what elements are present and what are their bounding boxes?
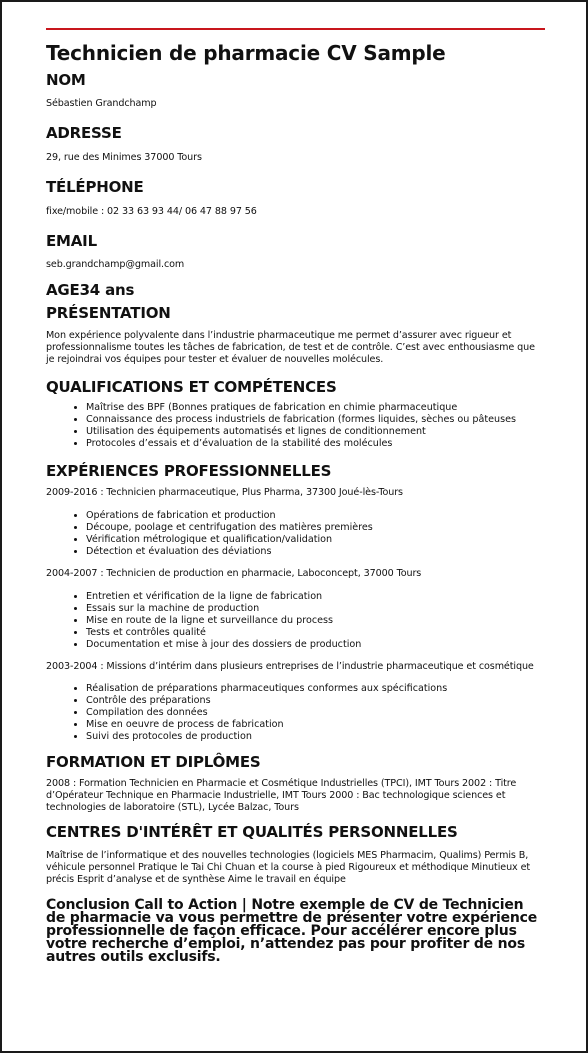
list-item: • Essais sur la machine de production [86,603,546,615]
presentation-heading: PRÉSENTATION [46,304,171,322]
list-item: • Protocoles d’essais et d’évaluation de la stabilité des molécules [86,438,546,450]
interets-heading: CENTRES D'INTÉRÊT ET QUALITÉS PERSONNELLES [46,823,458,841]
interets-text: Maîtrise de l’informatique et des nouvelles technologies (logiciels MES Pharmacim, Qualims) Permis B, véhicule personnel Pratique le Tai Chi Chuan et la course à pied Rigoureux et méthodique Minutieux et précis Esprit d’analyse et de synthèse Aime le travail en équipe [46,850,531,885]
list-item: • Compilation des données [86,707,546,719]
age-heading: AGE34 ans [46,281,135,299]
telephone-heading: TÉLÉPHONE [46,178,144,196]
qualifications-list [46,402,546,450]
list-item: • Opérations de fabrication et production [86,510,546,522]
experience-title: 2004-2007 : Technicien de production en pharmacie, Laboconcept, 37000 Tours [46,568,422,579]
list-item: • Suivi des protocoles de production [86,731,546,743]
experience-title: 2003-2004 : Missions d’intérim dans plusieurs entreprises de l’industrie pharmaceutique et cosmétique [46,661,534,672]
email-heading: EMAIL [46,232,97,250]
presentation-text: Mon expérience polyvalente dans l’industrie pharmaceutique me permet d’assurer avec rigueur et professionnalisme toutes les tâches de fabrication, de test et de contrôle. C’est avec enthousiasme que je rejoindrai vos équipes pour tester et évaluer de nouvelles molécules. [46,330,535,365]
experience-list [46,510,546,558]
list-item: • Détection et évaluation des déviations [86,546,546,558]
formation-text: 2008 : Formation Technicien en Pharmacie et Cosmétique Industrielles (TPCI), IMT Tours 2002 : Titre d’Opérateur Technique en Pharmacie Industrielle, IMT Tours 2000 : Bac technologique sciences et technologies de laboratoire (STL), Lycée Balzac, Tours [46,778,517,813]
telephone-value: fixe/mobile : 02 33 63 93 44/ 06 47 88 97 56 [46,206,257,217]
experience-list [46,683,546,743]
list-item: • Mise en route de la ligne et surveillance du process [86,615,546,627]
adresse-value: 29, rue des Minimes 37000 Tours [46,152,202,163]
conclusion-text: Conclusion Call to Action | Notre exemple de CV de Technicien de pharmacie va vous permettre de présenter votre expérience professionnelle de façon efficace. Pour accélérer encore plus votre recherche d’emploi, n’attendez pas pour profiter de nos autres outils exclusifs. [46,897,538,965]
list-item: • Tests et contrôles qualité [86,627,546,639]
list-item: • Vérification métrologique et qualification/validation [86,534,546,546]
list-item: • Réalisation de préparations pharmaceutiques conformes aux spécifications [86,683,546,695]
list-item: • Connaissance des process industriels de fabrication (formes liquides, sèches ou pâteuses [86,414,546,426]
nom-value: Sébastien Grandchamp [46,98,157,109]
cv-content [46,40,546,964]
list-item: • Découpe, poolage et centrifugation des matières premières [86,522,546,534]
nom-heading: NOM [46,71,86,89]
list-item: • Contrôle des préparations [86,695,546,707]
list-item: • Entretien et vérification de la ligne de fabrication [86,591,546,603]
experiences-heading: EXPÉRIENCES PROFESSIONNELLES [46,462,332,480]
formation-heading: FORMATION ET DIPLÔMES [46,753,261,771]
qualifications-heading: QUALIFICATIONS ET COMPÉTENCES [46,378,337,396]
list-item: • Documentation et mise à jour des dossiers de production [86,639,546,651]
accent-rule [46,28,545,30]
email-value: seb.grandchamp@gmail.com [46,259,185,270]
experience-title: 2009-2016 : Technicien pharmaceutique, Plus Pharma, 37300 Joué-lès-Tours [46,487,403,498]
list-item: • Utilisation des équipements automatisés et lignes de conditionnement [86,426,546,438]
page-title: Technicien de pharmacie CV Sample [46,41,446,65]
list-item: • Mise en oeuvre de process de fabrication [86,719,546,731]
adresse-heading: ADRESSE [46,124,122,142]
experience-list [46,591,546,651]
list-item: • Maîtrise des BPF (Bonnes pratiques de fabrication en chimie pharmaceutique [86,402,546,414]
